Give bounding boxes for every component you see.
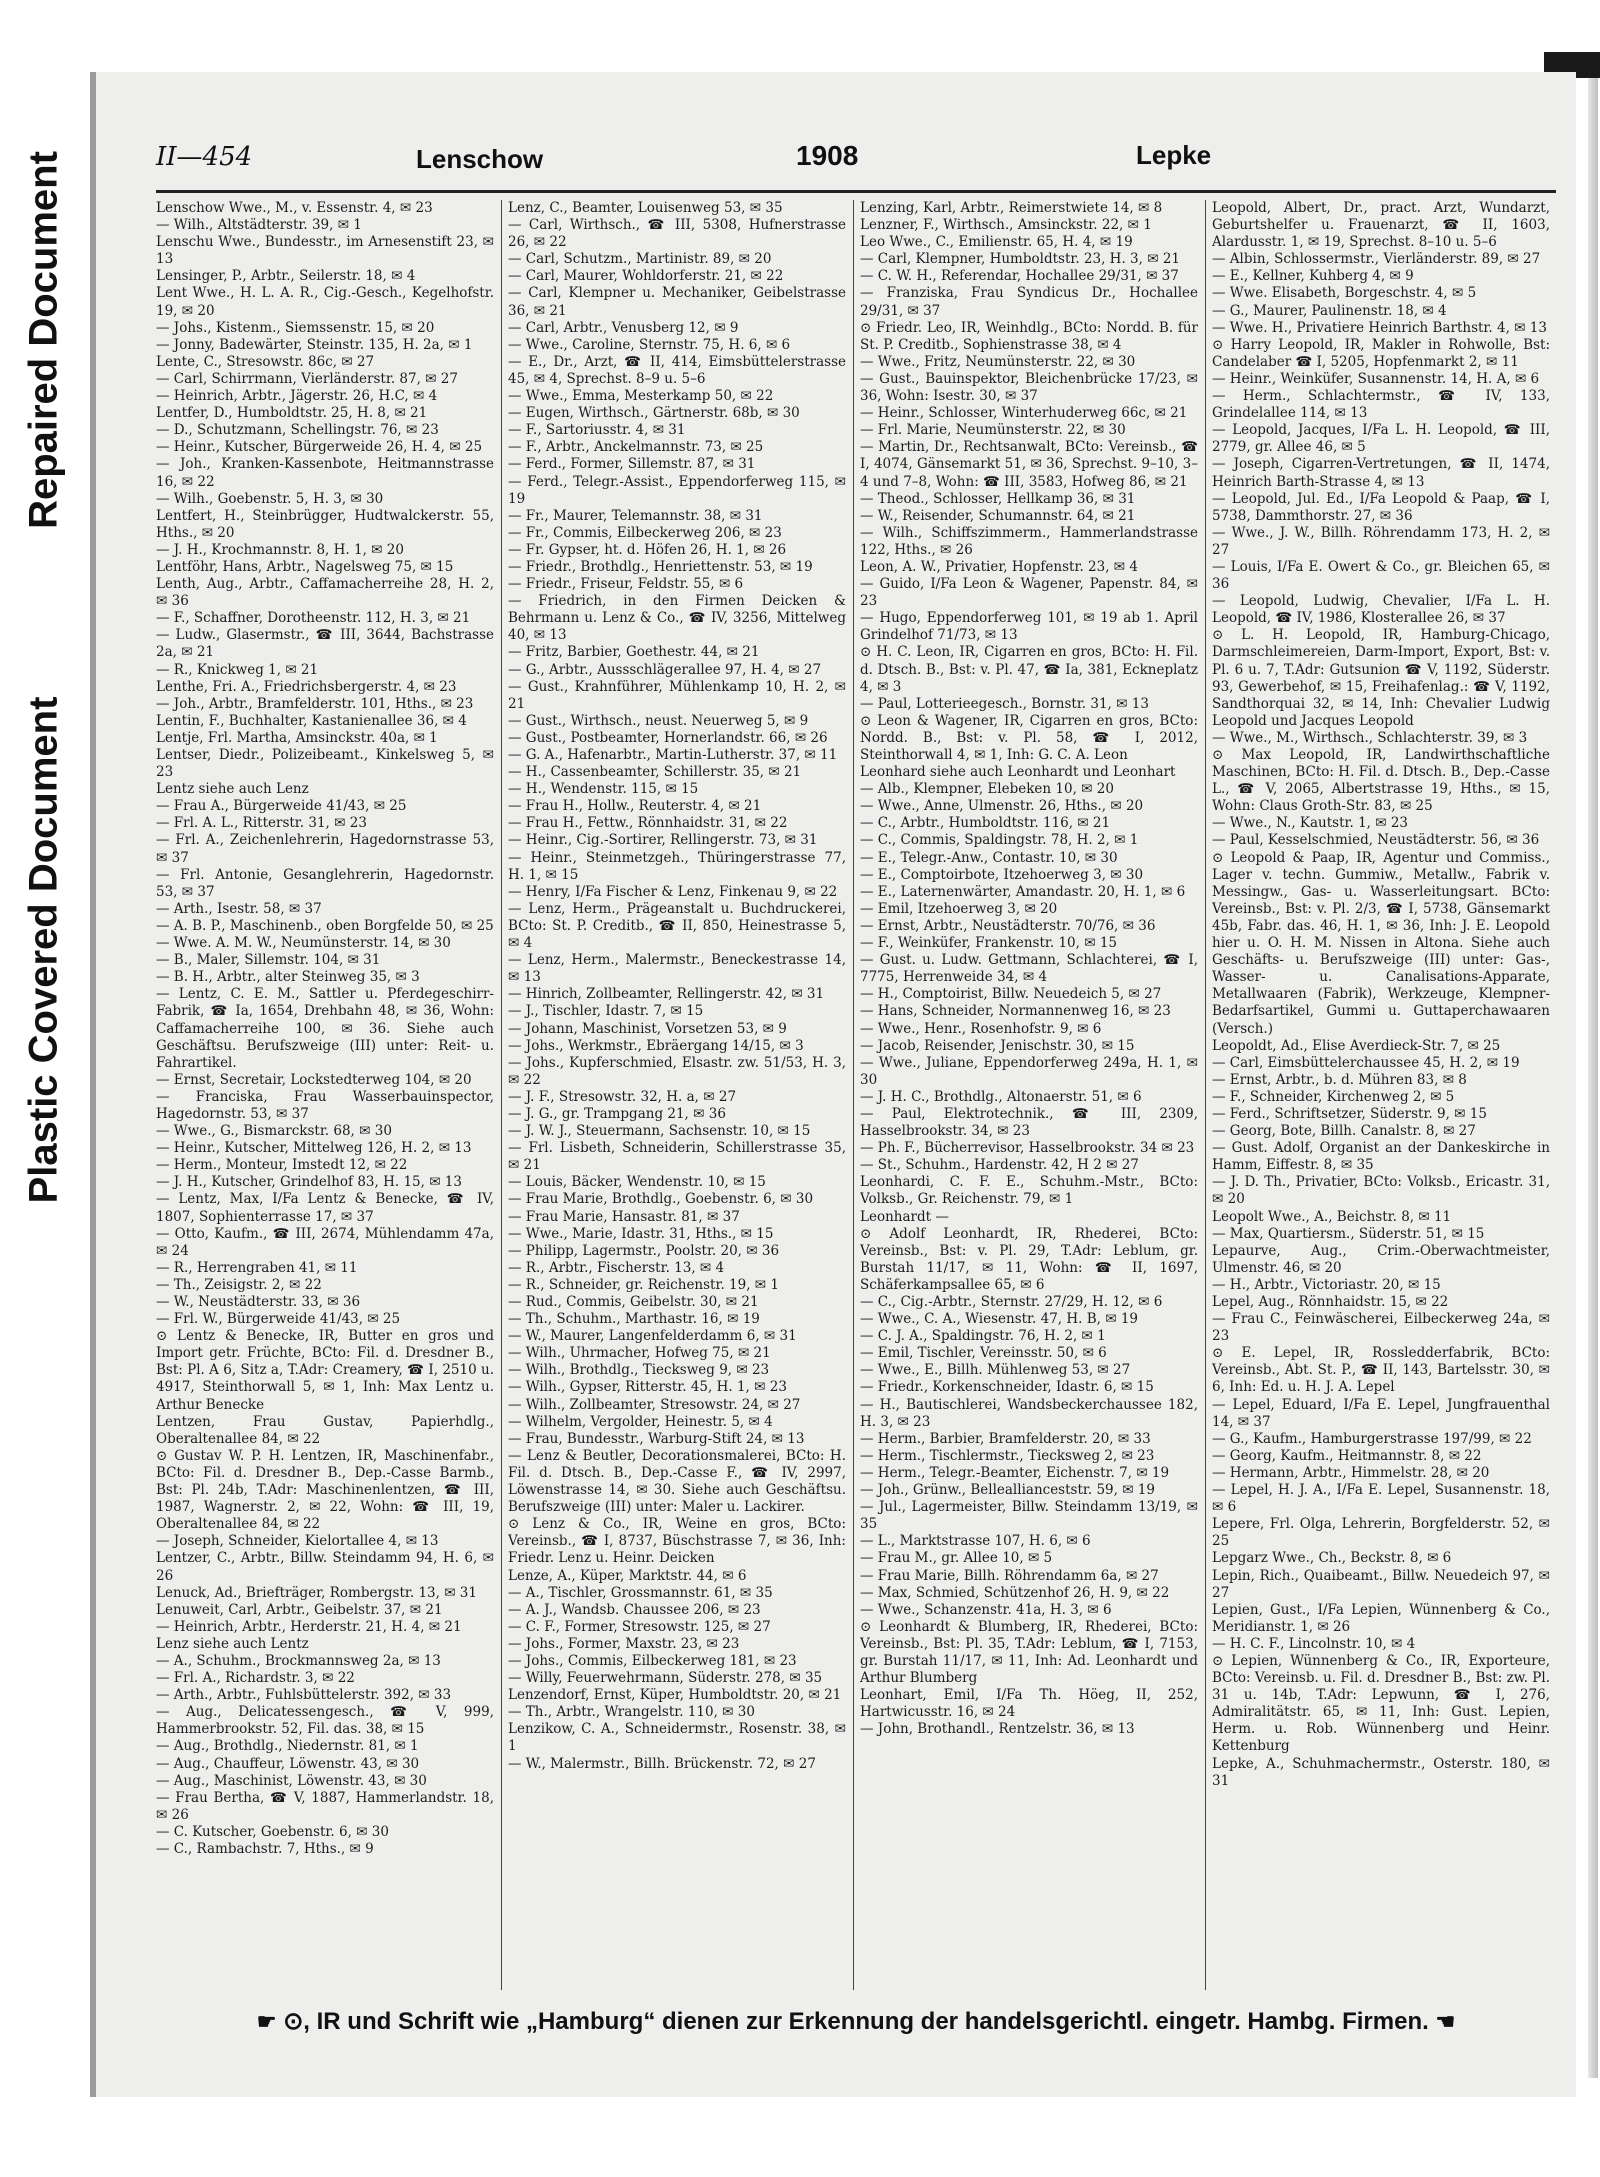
directory-entry: — Henry, I/Fa Fischer & Lenz, Finkenau 9, ✉ 22 <box>508 883 838 900</box>
directory-entry: — Theod., Schlosser, Hellkamp 36, ✉ 31 <box>860 490 1136 507</box>
directory-entry: Lensinger, P., Arbtr., Seilerstr. 18, ✉ 4 <box>156 268 416 285</box>
directory-entry: — G. A., Hafenarbtr., Martin-Lutherstr. 37, ✉ 11 <box>508 747 838 763</box>
directory-entry: — Joseph, Schneider, Kielortallee 4, ✉ 13 <box>156 1533 439 1550</box>
directory-entry: — R., Knickweg 1, ✉ 21 <box>156 661 319 678</box>
directory-entry: — John, Brothandl., Rentzelstr. 36, ✉ 13 <box>860 1721 1135 1738</box>
directory-entry: — Aug., Brothdlg., Niedernstr. 81, ✉ 1 <box>156 1738 419 1755</box>
directory-entry: — L., Marktstrasse 107, H. 6, ✉ 6 <box>860 1533 1091 1550</box>
directory-entry: — D., Schutzmann, Schellingstr. 76, ✉ 23 <box>156 422 439 439</box>
directory-entry: — Frau Bertha, ☎ V, 1887, Hammerlandstr. 18, ✉ 26 <box>156 1789 494 1823</box>
directory-entry: — J. H. C., Brothdlg., Altonaerstr. 51, ✉ 6 <box>860 1088 1142 1105</box>
directory-entry: Lenzikow, C. A., Schneidermstr., Rosenstr. 38, ✉ 1 <box>508 1721 846 1755</box>
directory-entry: — Wwe., Schanzenstr. 41a, H. 3, ✉ 6 <box>860 1601 1112 1618</box>
directory-entry: ⊙ Leonhardt & Blumberg, IR, Rhederei, BCto: Vereinsb., Bst: Pl. 35, T.Adr: Leblum, ☎ I, 7153, gr. Burstah 11/17, ✉ 11, Inh: Ad. Leonhardt und Arthur Blumberg <box>860 1618 1198 1687</box>
directory-entry: — Frau H., Fettw., Rönnhaidstr. 31, ✉ 22 <box>508 815 788 832</box>
directory-entry: ⊙ Lentz & Benecke, IR, Butter en gros und Import getr. Früchte, BCto: Fil. d. Dresdner B., Bst: Pl. A 6, Sitz a, T.Adr: Creamery, ☎ I, 2510 u. 4917, Steinthorwall 5, ✉ 1, Inh: Max Lentz u. Arthur Benecke <box>156 1328 494 1413</box>
directory-entry: — Heinr., Steinmetzgeh., Thüringerstrasse 77, H. 1, ✉ 15 <box>508 849 846 883</box>
directory-entry: Lenschow Wwe., M., v. Essenstr. 4, ✉ 23 <box>156 200 433 216</box>
directory-entry: — Johann, Maschinist, Vorsetzen 53, ✉ 9 <box>508 1020 787 1037</box>
directory-entry: — Fr. Gypser, ht. d. Höfen 26, H. 1, ✉ 26 <box>508 541 787 558</box>
directory-entry: — Frau Marie, Hansastr. 81, ✉ 37 <box>508 1208 740 1225</box>
directory-entry: — Wilh., Altstädterstr. 39, ✉ 1 <box>156 217 362 234</box>
directory-entry: — Hans, Schneider, Normannenweg 16, ✉ 23 <box>860 1003 1171 1020</box>
directory-entry: — Wwe. H., Privatiere Heinrich Barthstr. 4, ✉ 13 <box>1212 319 1547 336</box>
directory-entry: — Frau Marie, Brothdlg., Goebenstr. 6, ✉ 30 <box>508 1191 814 1208</box>
year-heading: 1908 <box>796 140 859 171</box>
directory-entry: — Leopold, Jul. Ed., I/Fa Leopold & Paap, ☎ I, 5738, Dammthorstr. 27, ✉ 36 <box>1212 490 1550 524</box>
directory-entry: Lepere, Frl. Olga, Lehrerin, Borgfelderstr. 52, ✉ 25 <box>1212 1516 1550 1550</box>
directory-entry: — Wilh., Uhrmacher, Hofweg 75, ✉ 21 <box>508 1345 771 1362</box>
directory-entry: — Carl, Schirrmann, Vierländerstr. 87, ✉ 27 <box>156 370 458 387</box>
directory-entry: — Frl. A., Richardstr. 3, ✉ 22 <box>156 1670 355 1687</box>
directory-entry: — Franciska, Frau Wasserbauinspector, Hagedornstr. 53, ✉ 37 <box>156 1088 494 1122</box>
directory-entry: — Willy, Feuerwehrmann, Süderstr. 278, ✉ 35 <box>508 1670 823 1687</box>
directory-entry: — Fr., Commis, Eilbeckerweg 206, ✉ 23 <box>508 524 782 541</box>
directory-entry: Lentzen, Frau Gustav, Papierhdlg., Oberaltenallee 84, ✉ 22 <box>156 1413 494 1447</box>
directory-entry: — Gust., Postbeamter, Hornerlandstr. 66, ✉ 26 <box>508 729 828 746</box>
directory-entry: — Max, Quartiersm., Süderstr. 51, ✉ 15 <box>1212 1225 1485 1242</box>
directory-entry: Lentföhr, Hans, Arbtr., Nagelsweg 75, ✉ 15 <box>156 558 454 575</box>
directory-entry: ⊙ Adolf Leonhardt, IR, Rhederei, BCto: Vereinsb., Bst: v. Pl. 29, T.Adr: Leblum, gr. Burstah 11/17, ✉ 11, Wohn: ☎ II, 1697, Schäferkampsallee 65, ✉ 6 <box>860 1225 1198 1293</box>
directory-entry: — Wilhelm, Vergolder, Heinestr. 5, ✉ 4 <box>508 1413 773 1430</box>
directory-entry: — C. Kutscher, Goebenstr. 6, ✉ 30 <box>156 1823 389 1840</box>
directory-entry: — J. F., Stresowstr. 32, H. a, ✉ 27 <box>508 1088 737 1105</box>
directory-entry: — Paul, Elektrotechnik., ☎ III, 2309, Hasselbrookstr. 34, ✉ 23 <box>860 1105 1198 1140</box>
directory-entry: — Wwe., Juliane, Eppendorferweg 249a, H. 1, ✉ 30 <box>860 1054 1198 1088</box>
directory-entry: — Herm., Schlachtermstr., ☎ IV, 133, Grindelallee 114, ✉ 13 <box>1212 388 1550 422</box>
directory-entry: — E., Laternenwärter, Amandastr. 20, H. 1, ✉ 6 <box>860 883 1186 900</box>
directory-entry: — Johs., Commis, Eilbeckerweg 181, ✉ 23 <box>508 1652 797 1669</box>
directory-entry: — C., Cig.-Arbtr., Sternstr. 27/29, H. 12, ✉ 6 <box>860 1294 1163 1310</box>
directory-entry: Leopolt Wwe., A., Beichstr. 8, ✉ 11 <box>1212 1208 1452 1225</box>
directory-entry: Lenzendorf, Ernst, Küper, Humboldtstr. 20, ✉ 21 <box>508 1687 842 1704</box>
directory-entry: — Guido, I/Fa Leon & Wagener, Papenstr. 84, ✉ 23 <box>860 576 1198 610</box>
footer-note: ⊙, IR und Schrift wie „Hamburg“ dienen zur Erkennung der handelsgerichtl. eingetr. Hambg. Firmen. <box>283 2008 1429 2035</box>
directory-entry: — Wwe., J. W., Billh. Röhrendamm 173, H. 2, ✉ 27 <box>1212 524 1550 558</box>
directory-entry: — Wilh., Brothdlg., Tiecksweg 9, ✉ 23 <box>508 1362 770 1379</box>
directory-entry: Lenz, C., Beamter, Louisenweg 53, ✉ 35 <box>508 200 783 216</box>
directory-entry: — Frau C., Feinwäscherei, Eilbeckerweg 24a, ✉ 23 <box>1212 1311 1550 1345</box>
directory-entry: — W., Malermstr., Billh. Brückenstr. 72, ✉ 27 <box>508 1755 816 1772</box>
plastic-covered-label: Plastic Covered Document <box>21 696 66 1204</box>
directory-entry: — Joseph, Cigarren-Vertretungen, ☎ II, 1474, Heinrich Barth-Strasse 4, ✉ 13 <box>1212 456 1550 490</box>
directory-entry: — Ernst, Arbtr., b. d. Mühren 83, ✉ 8 <box>1212 1071 1467 1088</box>
directory-entry: Leopold, Albert, Dr., pract. Arzt, Wundarzt, Geburtshelfer u. Frauenarzt, ☎ II, 1603, Alardusstr. 1, ✉ 19, Sprechst. 8–10 u. 5–6 <box>1212 200 1550 251</box>
directory-entry: Lenze, A., Küper, Marktstr. 44, ✉ 6 <box>508 1567 747 1584</box>
directory-entry: Leonhardt — <box>860 1208 949 1225</box>
directory-entry: — Carl, Arbtr., Venusberg 12, ✉ 9 <box>508 319 739 336</box>
directory-entry: — W., Reisender, Schumannstr. 64, ✉ 21 <box>860 507 1136 524</box>
directory-entry: — Paul, Kesselschmied, Neustädterstr. 56, ✉ 36 <box>1212 832 1540 849</box>
directory-entry: — Ferd., Telegr.-Assist., Eppendorferweg 115, ✉ 19 <box>508 473 846 507</box>
directory-entry: — J. W. J., Steuermann, Sachsenstr. 10, ✉ 15 <box>508 1123 811 1140</box>
directory-entry: — Joh., Arbtr., Bramfelderstr. 101, Hths., ✉ 23 <box>156 695 474 712</box>
directory-entry: — E., Kellner, Kuhberg 4, ✉ 9 <box>1212 268 1414 285</box>
directory-entry: — A., Schuhm., Brockmannsweg 2a, ✉ 13 <box>156 1652 441 1669</box>
directory-entry: Lentz siehe auch Lenz <box>156 781 309 798</box>
directory-entry: — Gust., Wirthsch., neust. Neuerweg 5, ✉ 9 <box>508 712 809 729</box>
directory-entry: — Herm., Tischlermstr., Tiecksweg 2, ✉ 23 <box>860 1447 1155 1464</box>
directory-entry: Leopoldt, Ad., Elise Averdieck-Str. 7, ✉ 25 <box>1212 1037 1501 1054</box>
directory-entry: — Johs., Werkmstr., Ebräergang 14/15, ✉ 3 <box>508 1037 804 1054</box>
directory-entry: Lepke, A., Schuhmachermstr., Osterstr. 180, ✉ 31 <box>1212 1755 1550 1789</box>
directory-entry: — Louis, I/Fa E. Owert & Co., gr. Bleichen 65, ✉ 36 <box>1212 558 1550 593</box>
directory-entry: Lepien, Gust., I/Fa Lepien, Wünnenberg & Co., Meridianstr. 1, ✉ 26 <box>1212 1601 1550 1635</box>
directory-entry: Lentser, Diedr., Polizeibeamt., Kinkelsweg 5, ✉ 23 <box>156 747 494 781</box>
directory-entry: — H. C. F., Lincolnstr. 10, ✉ 4 <box>1212 1635 1416 1652</box>
directory-entry: — Herm., Telegr.-Beamter, Eichenstr. 7, ✉ 19 <box>860 1464 1170 1481</box>
directory-entry: Lenschu Wwe., Bundesstr., im Arnesenstift 23, ✉ 13 <box>156 234 494 268</box>
directory-entry: — C., Commis, Spaldingstr. 78, H. 2, ✉ 1 <box>860 832 1139 849</box>
directory-entry: — Heinrich, Arbtr., Jägerstr. 26, H.C, ✉ 4 <box>156 388 438 405</box>
directory-entry: Leonhart, Emil, I/Fa Th. Höeg, II, 252, Hartwicusstr. 16, ✉ 24 <box>860 1687 1198 1721</box>
directory-entry: — Gust., Krahnführer, Mühlenkamp 10, H. 2, ✉ 21 <box>508 678 846 712</box>
directory-entry: ⊙ Lepien, Wünnenberg & Co., IR, Exporteure, BCto: Vereinsb. u. Fil. d. Dresdner B., Bst: zw. Pl. 31 u. 14b, T.Adr: Lepwunn, ☎ I, 276, Admiralitätstr. 65, ✉ 11, Inh: Gust. Lepien, Herm. u. Rob. Wünnenberg und Heinr. Kettenburg <box>1212 1652 1550 1755</box>
directory-entry: — Frl. Antonie, Gesanglehrerin, Hagedornstr. 53, ✉ 37 <box>156 866 494 900</box>
directory-entry: Lentzer, C., Arbtr., Billw. Steindamm 94, H. 6, ✉ 26 <box>156 1550 494 1584</box>
directory-entry: — Gust. u. Ludw. Gettmann, Schlachterei, ☎ I, 7775, Herrenweide 34, ✉ 4 <box>860 952 1198 986</box>
directory-entry: — Georg, Kaufm., Heitmannstr. 8, ✉ 22 <box>1212 1447 1482 1464</box>
column-divider <box>501 200 502 1990</box>
directory-entry: — Joh., Kranken-Kassenbote, Heitmannstrasse 16, ✉ 22 <box>156 456 494 490</box>
column-divider <box>1205 200 1206 1990</box>
directory-entry: — J. H., Krochmannstr. 8, H. 1, ✉ 20 <box>156 541 404 558</box>
directory-entry: — Th., Arbtr., Wrangelstr. 110, ✉ 30 <box>508 1704 755 1721</box>
directory-entry: — E., Comptoirbote, Itzehoerweg 3, ✉ 30 <box>860 866 1144 883</box>
directory-entry: — A. B. P., Maschinenb., oben Borgfelde 50, ✉ 25 <box>156 917 494 934</box>
directory-entry: Lepel, Aug., Rönnhaidstr. 15, ✉ 22 <box>1212 1294 1449 1310</box>
scan-edge-shadow <box>1588 78 1598 2078</box>
directory-entry: — Aug., Chauffeur, Löwenstr. 43, ✉ 30 <box>156 1755 420 1772</box>
directory-entry: — Wwe. Elisabeth, Borgeschstr. 4, ✉ 5 <box>1212 285 1477 302</box>
directory-entry: — Friedrich, in den Firmen Deicken & Behrmann u. Lenz & Co., ☎ IV, 3256, Mittelweg 40, ✉ 13 <box>508 593 846 644</box>
directory-entry: ⊙ Friedr. Leo, IR, Weinhdlg., BCto: Nordd. B. für St. P. Creditb., Sophienstrasse 38, ✉ 4 <box>860 319 1198 353</box>
directory-entry: Lente, C., Stresowstr. 86c, ✉ 27 <box>156 353 375 370</box>
directory-entry: — Lepel, H. J. A., I/Fa E. Lepel, Susannenstr. 18, ✉ 6 <box>1212 1482 1550 1516</box>
directory-entry: ⊙ L. H. Leopold, IR, Hamburg-Chicago, Darmschleimereien, Darm-Import, Export, Bst: v. Pl. 6 u. 7, T.Adr: Gutsunion ☎ V, 1192, Süderstr. 93, Gewerbehof, ✉ 15, Freihafenlag.: ☎ V, 1192, Sandthorquai 32, ✉ 14, Inh: Chevalier Ludwig Leopold und Jacques Leopold <box>1212 627 1550 729</box>
directory-entry: — C. J. A., Spaldingstr. 76, H. 2, ✉ 1 <box>860 1328 1106 1345</box>
directory-entry: Lepgarz Wwe., Ch., Beckstr. 8, ✉ 6 <box>1212 1550 1452 1567</box>
directory-entry: — Lenz, Herm., Malermstr., Beneckestrasse 14, ✉ 13 <box>508 952 846 986</box>
directory-entry: — Wilh., Zollbeamter, Stresowstr. 24, ✉ 27 <box>508 1396 801 1413</box>
right-running-head: Lepke <box>1136 140 1212 170</box>
directory-entry: — Carl, Klempner u. Mechaniker, Geibelstrasse 36, ✉ 21 <box>508 285 846 319</box>
directory-entry: — Carl, Maurer, Wohldorferstr. 21, ✉ 22 <box>508 268 784 285</box>
directory-entry: — Fritz, Barbier, Goethestr. 44, ✉ 21 <box>508 644 760 661</box>
directory-entry: — Martin, Dr., Rechtsanwalt, BCto: Vereinsb., ☎ I, 4074, Gänsemarkt 51, ✉ 36, Sprechst. 9–10, 3–4 und 7–8, Wohn: ☎ III, 3583, Hofweg 86, ✉ 21 <box>860 439 1198 490</box>
directory-entry: ⊙ E. Lepel, IR, Rossledderfabrik, BCto: Vereinsb., Abt. St. P., ☎ II, 143, Bartelsstr. 30, ✉ 6, Inh: Ed. u. H. J. A. Lepel <box>1212 1345 1550 1396</box>
directory-entry: — Hugo, Eppendorferweg 101, ✉ 19 ab 1. April Grindelhof 71/73, ✉ 13 <box>860 610 1198 644</box>
directory-entry: — G., Kaufm., Hamburgerstrasse 197/99, ✉ 22 <box>1212 1430 1532 1447</box>
directory-entry: Lentje, Frl. Martha, Amsinckstr. 40a, ✉ 1 <box>156 729 438 746</box>
directory-entry: — Th., Zeisigstr. 2, ✉ 22 <box>156 1276 322 1293</box>
directory-entry: — Ludw., Glasermstr., ☎ III, 3644, Bachstrasse 2a, ✉ 21 <box>156 627 494 661</box>
directory-entry: — Alb., Klempner, Elebeken 10, ✉ 20 <box>860 781 1114 798</box>
directory-entry: — Hermann, Arbtr., Himmelstr. 28, ✉ 20 <box>1212 1464 1490 1481</box>
directory-entry: — H., Wendenstr. 115, ✉ 15 <box>508 781 699 798</box>
directory-entry: ⊙ Harry Leopold, IR, Makler in Rohwolle, Bst: Candelaber ☎ I, 5205, Hopfenmarkt 2, ✉ 11 <box>1212 336 1550 370</box>
directory-entry: — Heinrich, Arbtr., Herderstr. 21, H. 4, ✉ 21 <box>156 1618 462 1635</box>
directory-entry: — Ernst, Secretair, Lockstedterweg 104, ✉ 20 <box>156 1071 472 1088</box>
directory-entry: — Albin, Schlossermstr., Vierländerstr. 89, ✉ 27 <box>1212 251 1541 268</box>
left-running-head: Lenschow <box>416 144 544 174</box>
directory-entry: — R., Schneider, gr. Reichenstr. 19, ✉ 1 <box>508 1276 779 1293</box>
directory-page <box>90 72 1576 2097</box>
directory-entry: — Lentz, C. E. M., Sattler u. Pferdegeschirr-Fabrik, ☎ Ia, 1654, Drehbahn 48, ✉ 36, Wohn: Caffamacherreihe 100, ✉ 36. Siehe auch Geschäftsu. Berufszweige (III) unter: Reit- u. Fahrartikel. <box>156 986 494 1071</box>
directory-entry: — Philipp, Lagermstr., Poolstr. 20, ✉ 36 <box>508 1242 780 1259</box>
directory-entry: — Ernst, Arbtr., Neustädterstr. 70/76, ✉ 36 <box>860 917 1156 934</box>
directory-entry: — Wilh., Goebenstr. 5, H. 3, ✉ 30 <box>156 490 384 507</box>
directory-entry: — F., Schaffner, Dorotheenstr. 112, H. 3, ✉ 21 <box>156 610 471 627</box>
side-labels <box>0 0 88 2177</box>
directory-entry: — F., Weinküfer, Frankenstr. 10, ✉ 15 <box>860 935 1117 952</box>
directory-entry: — Johs., Kupferschmied, Elsastr. zw. 51/53, H. 3, ✉ 22 <box>508 1054 846 1088</box>
directory-entry: — Lepel, Eduard, I/Fa E. Lepel, Jungfrauenthal 14, ✉ 37 <box>1212 1396 1550 1430</box>
directory-entry: — Th., Schuhm., Marthastr. 16, ✉ 19 <box>508 1311 760 1328</box>
directory-entry: — Wwe., M., Wirthsch., Schlachterstr. 39, ✉ 3 <box>1212 729 1528 746</box>
directory-entry: — Heinr., Cig.-Sortirer, Rellingerstr. 73, ✉ 31 <box>508 832 818 849</box>
directory-entry: — Wwe., G., Bismarckstr. 68, ✉ 30 <box>156 1123 392 1140</box>
header-rule <box>156 190 1556 193</box>
directory-entry: Leo Wwe., C., Emilienstr. 65, H. 4, ✉ 19 <box>860 234 1133 251</box>
directory-entry: ⊙ Gustav W. P. H. Lentzen, IR, Maschinenfabr., BCto: Fil. d. Dresdner B., Dep.-Casse Barmb., Bst: Pl. 24b, T.Adr: Maschinenlentzen, ☎ III, 1987, Wagnerstr. 2, ✉ 22, Wohn: ☎ III, 19, Oberaltenallee 84, ✉ 22 <box>156 1447 494 1533</box>
directory-entry: — F., Arbtr., Anckelmannstr. 73, ✉ 25 <box>508 439 764 456</box>
directory-entry: — Franziska, Frau Syndicus Dr., Hochallee 29/31, ✉ 37 <box>860 285 1198 319</box>
directory-entry: — Emil, Tischler, Vereinsstr. 50, ✉ 6 <box>860 1345 1107 1362</box>
directory-entry: — Johs., Former, Maxstr. 23, ✉ 23 <box>508 1635 740 1652</box>
directory-entry: — Joh., Grünw., Belleallianceststr. 59, ✉ 19 <box>860 1482 1155 1499</box>
directory-entry: — R., Herrengraben 41, ✉ 11 <box>156 1259 358 1276</box>
directory-entry: — Wwe., Caroline, Sternstr. 75, H. 6, ✉ 6 <box>508 336 791 353</box>
directory-entry: Lenthe, Fri. A., Friedrichsbergerstr. 4, ✉ 23 <box>156 678 457 695</box>
directory-entry: — Lenz, Herm., Prägeanstalt u. Buchdruckerei, BCto: St. P. Creditb., ☎ II, 850, Heinestrasse 5, ✉ 4 <box>508 900 846 952</box>
directory-entry: Leonhardi, C. F. E., Schuhm.-Mstr., BCto: Volksb., Gr. Reichenstr. 79, ✉ 1 <box>860 1174 1198 1208</box>
directory-entry: — Jul., Lagermeister, Billw. Steindamm 13/19, ✉ 35 <box>860 1499 1198 1533</box>
directory-entry: Lepaurve, Aug., Crim.-Oberwachtmeister, Ulmenstr. 46, ✉ 20 <box>1212 1242 1550 1276</box>
directory-entry: — E., Dr., Arzt, ☎ II, 414, Eimsbüttelerstrasse 45, ✉ 4, Sprechst. 8–9 u. 5–6 <box>508 353 846 387</box>
directory-entry: — Wwe., Marie, Idastr. 31, Hths., ✉ 15 <box>508 1225 774 1242</box>
page-header <box>156 132 1556 188</box>
directory-entry: — C. W. H., Referendar, Hochallee 29/31, ✉ 37 <box>860 268 1179 285</box>
repaired-document-label: Repaired Document <box>21 151 66 529</box>
directory-entry: Lenuck, Ad., Briefträger, Rombergstr. 13, ✉ 31 <box>156 1584 477 1601</box>
directory-entry: — Heinr., Kutscher, Mittelweg 126, H. 2, ✉ 13 <box>156 1140 472 1157</box>
directory-entry: — H., Comptoirist, Billw. Neuedeich 5, ✉ 27 <box>860 986 1162 1003</box>
directory-entry: — Frl. Marie, Neumünsterstr. 22, ✉ 30 <box>860 422 1126 439</box>
directory-entry: — F., Schneider, Kirchenweg 2, ✉ 5 <box>1212 1088 1455 1105</box>
directory-entry: — Paul, Lotterieegesch., Bornstr. 31, ✉ 13 <box>860 695 1149 712</box>
directory-entry: — Arth., Arbtr., Fuhlsbüttelerstr. 392, ✉ 33 <box>156 1687 452 1704</box>
directory-entry: Lenz siehe auch Lentz <box>156 1635 309 1652</box>
directory-entry: — Ferd., Former, Sillemstr. 87, ✉ 31 <box>508 456 756 473</box>
directory-entry: — Johs., Kistenm., Siemssenstr. 15, ✉ 20 <box>156 319 435 336</box>
directory-entry: — Herm., Barbier, Bramfelderstr. 20, ✉ 33 <box>860 1430 1151 1447</box>
directory-entry: Leon, A. W., Privatier, Hopfenstr. 23, ✉ 4 <box>860 558 1138 575</box>
directory-entry: — Friedr., Brothdlg., Henriettenstr. 53, ✉ 19 <box>508 558 813 575</box>
directory-entry: — A., Tischler, Grossmannstr. 61, ✉ 35 <box>508 1584 773 1601</box>
directory-entry: — Lentz, Max, I/Fa Lentz & Benecke, ☎ IV, 1807, Sophienterrasse 17, ✉ 37 <box>156 1191 494 1225</box>
directory-entry: — Frl. W., Bürgerweide 41/43, ✉ 25 <box>156 1311 401 1328</box>
directory-entry: — Gust., Bauinspektor, Bleichenbrücke 17/23, ✉ 36, Wohn: Isestr. 30, ✉ 37 <box>860 370 1198 405</box>
directory-entry: — Arth., Isestr. 58, ✉ 37 <box>156 900 322 917</box>
directory-entry: — W., Maurer, Langenfelderdamm 6, ✉ 31 <box>508 1328 797 1345</box>
directory-entry: — Rud., Commis, Geibelstr. 30, ✉ 21 <box>508 1294 759 1310</box>
directory-entry: — Jonny, Badewärter, Steinstr. 135, H. 2a, ✉ 1 <box>156 336 473 353</box>
directory-entry: — Lenz & Beutler, Decorationsmalerei, BCto: H. Fil. d. Dtsch. B., Dep.-Casse F., ☎ IV, 2997, Löwenstrasse 14, ✉ 30. Siehe auch Geschäftsu. Berufszweige (III) unter: Maler u. Lackirer. <box>508 1447 846 1516</box>
directory-entry: — Heinr., Weinküfer, Susannenstr. 14, H. A, ✉ 6 <box>1212 370 1540 387</box>
pointing-hand-icon: ☛ <box>256 2009 277 2034</box>
directory-entry: — Leopold, Ludwig, Chevalier, I/Fa L. H. Leopold, ☎ IV, 1986, Klosterallee 26, ✉ 37 <box>1212 593 1550 627</box>
directory-entry: — H., Cassenbeamter, Schillerstr. 35, ✉ 21 <box>508 764 802 781</box>
directory-entry: — Frau Marie, Billh. Röhrendamm 6a, ✉ 27 <box>860 1567 1159 1584</box>
directory-entry: — Gust. Adolf, Organist an der Dankeskirche in Hamm, Eiffestr. 8, ✉ 35 <box>1212 1140 1550 1174</box>
directory-entry: — Louis, Bäcker, Wendenstr. 10, ✉ 15 <box>508 1174 766 1191</box>
directory-entry: — W., Neustädterstr. 33, ✉ 36 <box>156 1294 361 1310</box>
directory-entry: — Wilh., Gypser, Ritterstr. 45, H. 1, ✉ 23 <box>508 1379 787 1396</box>
page-number: II—454 <box>156 142 253 172</box>
column-4 <box>1212 200 1550 1990</box>
directory-entry: — Frl. A., Zeichenlehrerin, Hagedornstrasse 53, ✉ 37 <box>156 832 494 866</box>
pointing-hand-icon: ☚ <box>1435 2009 1456 2034</box>
directory-entry: — Frl. A. L., Ritterstr. 31, ✉ 23 <box>156 815 367 832</box>
directory-entry: — Jacob, Reisender, Jenischstr. 30, ✉ 15 <box>860 1037 1135 1054</box>
directory-entry: ⊙ Leopold & Paap, IR, Agentur und Commiss., Lager v. techn. Gummiw., Metallw., Fabrik v. Messingw., Gas- u. Wasserleitungsart. BCto: Vereinsb., Bst: v. Pl. 2/3, ☎ I, 5738, Gänsemarkt 45b, Fabr. das. 46, H. 1, ✉ 36, Inh: J. E. Leopold hier u. O. H. M. Nissen in Altona. Siehe auch Geschäfts- u. Berufszweige (III) unter: Gas-, Wasser- u. Canalisations-Apparate, Metallwaaren (Fabrik), Werkzeuge, Klempner-Bedarfsartikel, Gummi u. Guttaperchawaaren (Versch.) <box>1212 849 1550 1037</box>
column-1 <box>156 200 494 1990</box>
directory-entry: — Heinr., Kutscher, Bürgerweide 26, H. 4, ✉ 25 <box>156 439 483 456</box>
directory-entry: — J. G., gr. Trampgang 21, ✉ 36 <box>508 1105 726 1122</box>
directory-entry: — Wwe., E., Billh. Mühlenweg 53, ✉ 27 <box>860 1362 1131 1379</box>
directory-entry: — A. J., Wandsb. Chaussee 206, ✉ 23 <box>508 1601 761 1618</box>
column-2 <box>508 200 846 1990</box>
directory-entry: — Wwe., N., Kautstr. 1, ✉ 23 <box>1212 815 1409 832</box>
directory-entry: — Wwe., Fritz, Neumünsterstr. 22, ✉ 30 <box>860 353 1136 370</box>
directory-entry: Lenth, Aug., Arbtr., Caffamacherreihe 28, H. 2, ✉ 36 <box>156 576 494 610</box>
directory-entry: — Carl, Wirthsch., ☎ III, 5308, Hufnerstrasse 26, ✉ 22 <box>508 217 846 251</box>
directory-entry: — Wwe., Emma, Mesterkamp 50, ✉ 22 <box>508 388 774 405</box>
directory-entry: — Heinr., Schlosser, Winterhuderweg 66c, ✉ 21 <box>860 405 1188 422</box>
directory-entry: — E., Telegr.-Anw., Contastr. 10, ✉ 30 <box>860 849 1118 866</box>
directory-entry: — Frl. Lisbeth, Schneiderin, Schillerstrasse 35, ✉ 21 <box>508 1140 846 1174</box>
directory-entry: ⊙ Lenz & Co., IR, Weine en gros, BCto: Vereinsb., ☎ I, 8737, Büschstrasse 7, ✉ 36, Inh: Friedr. Lenz u. Heinr. Deicken <box>508 1516 846 1567</box>
directory-entry: Lentin, F., Buchhalter, Kastanienallee 36, ✉ 4 <box>156 712 467 729</box>
directory-entry: — R., Arbtr., Fischerstr. 13, ✉ 4 <box>508 1259 725 1276</box>
directory-entry: — St., Schuhm., Hardenstr. 42, H 2 ✉ 27 <box>860 1157 1139 1174</box>
directory-entry: — Carl, Klempner, Humboldtstr. 23, H. 3, ✉ 21 <box>860 251 1180 268</box>
directory-entry: — G., Arbtr., Aussschlägerallee 97, H. 4, ✉ 27 <box>508 661 822 678</box>
directory-entry: — Carl, Schutzm., Martinistr. 89, ✉ 20 <box>508 251 772 268</box>
directory-entry: — Frau M., gr. Allee 10, ✉ 5 <box>860 1550 1053 1567</box>
directory-entry: ⊙ Leon & Wagener, IR, Cigarren en gros, BCto: Nordd. B., Bst: v. Pl. 58, ☎ I, 2012, Steinthorwall 4, ✉ 1, Inh: G. C. A. Leon <box>860 712 1198 763</box>
directory-entry: — Aug., Maschinist, Löwenstr. 43, ✉ 30 <box>156 1772 427 1789</box>
directory-entry: — Ferd., Schriftsetzer, Süderstr. 9, ✉ 15 <box>1212 1105 1487 1122</box>
directory-entry: Lenzing, Karl, Arbtr., Reimerstwiete 14, ✉ 8 <box>860 200 1163 216</box>
directory-entry: Lenuweit, Carl, Arbtr., Geibelstr. 37, ✉ 21 <box>156 1601 443 1618</box>
directory-entry: — Wilh., Schiffszimmerm., Hammerlandstrasse 122, Hths., ✉ 26 <box>860 524 1198 558</box>
directory-entry: — Hinrich, Zollbeamter, Rellingerstr. 42, ✉ 31 <box>508 986 825 1003</box>
directory-entry: — B., Maler, Sillemstr. 104, ✉ 31 <box>156 952 381 969</box>
directory-entry: — C., Arbtr., Humboldtstr. 116, ✉ 21 <box>860 815 1111 832</box>
directory-entry: ⊙ H. C. Leon, IR, Cigarren en gros, BCto: H. Fil. d. Dtsch. B., Bst: v. Pl. 47, ☎ Ia, 381, Eckneplatz 4, ✉ 3 <box>860 644 1198 695</box>
directory-entry: — H., Bautischlerei, Wandsbeckerchaussee 182, H. 3, ✉ 23 <box>860 1396 1198 1430</box>
directory-entry: Lenzner, F., Wirthsch., Amsinckstr. 22, ✉ 1 <box>860 217 1152 234</box>
directory-entry: — Leopold, Jacques, I/Fa L. H. Leopold, ☎ III, 2779, gr. Allee 46, ✉ 5 <box>1212 422 1550 456</box>
directory-entry: — C. F., Former, Stresowstr. 125, ✉ 27 <box>508 1618 771 1635</box>
directory-entry: — Georg, Bote, Billh. Canalstr. 8, ✉ 27 <box>1212 1123 1476 1140</box>
directory-entry: — Carl, Eimsbüttelerchaussee 45, H. 2, ✉ 19 <box>1212 1054 1520 1071</box>
directory-entry: Lentfer, D., Humboldtstr. 25, H. 8, ✉ 21 <box>156 405 428 422</box>
directory-entry: Lent Wwe., H. L. A. R., Cig.-Gesch., Kegelhofstr. 19, ✉ 20 <box>156 285 494 319</box>
page-footer <box>156 2007 1556 2041</box>
directory-entry: — J., Tischler, Idastr. 7, ✉ 15 <box>508 1003 704 1020</box>
directory-entry: — J. D. Th., Privatier, BCto: Volksb., Ericastr. 31, ✉ 20 <box>1212 1174 1550 1208</box>
directory-entry: Lepin, Rich., Quaibeamt., Billw. Neuedeich 97, ✉ 27 <box>1212 1567 1550 1601</box>
directory-entry: — Frau A., Bürgerweide 41/43, ✉ 25 <box>156 798 407 815</box>
directory-columns <box>156 200 1564 1990</box>
directory-entry: — Herm., Monteur, Imstedt 12, ✉ 22 <box>156 1157 408 1174</box>
directory-entry: — Max, Schmied, Schützenhof 26, H. 9, ✉ 22 <box>860 1584 1170 1601</box>
directory-entry: — C., Rambachstr. 7, Hths., ✉ 9 <box>156 1841 374 1857</box>
directory-entry: — Ph. F., Bücherrevisor, Hasselbrookstr. 34 ✉ 23 <box>860 1140 1195 1157</box>
directory-entry: — Fr., Maurer, Telemannstr. 38, ✉ 31 <box>508 507 763 524</box>
directory-entry: ⊙ Max Leopold, IR, Landwirthschaftliche Maschinen, BCto: H. Fil. d. Dtsch. B., Dep.-Casse L., ☎ V, 2065, Albertstrasse 19, Hths., ✉ 15, Wohn: Claus Groth-Str. 83, ✉ 25 <box>1212 747 1550 815</box>
directory-entry: — Aug., Delicatessengesch., ☎ V, 999, Hammerbrookstr. 52, Fil. das. 38, ✉ 15 <box>156 1704 494 1738</box>
directory-entry: — Wwe. A. M. W., Neumünsterstr. 14, ✉ 30 <box>156 935 451 952</box>
directory-entry: — H., Arbtr., Victoriastr. 20, ✉ 15 <box>1212 1276 1441 1293</box>
directory-entry: — Frau, Bundesstr., Warburg-Stift 24, ✉ 13 <box>508 1430 805 1447</box>
directory-entry: Leonhard siehe auch Leonhardt und Leonhart <box>860 764 1176 781</box>
directory-entry: — B. H., Arbtr., alter Steinweg 35, ✉ 3 <box>156 969 420 986</box>
directory-entry: Lentfert, H., Steinbrügger, Hudtwalckerstr. 55, Hths., ✉ 20 <box>156 507 494 541</box>
column-divider <box>853 200 854 1990</box>
directory-entry: — G., Maurer, Paulinenstr. 18, ✉ 4 <box>1212 302 1447 319</box>
directory-entry: — Friedr., Friseur, Feldstr. 55, ✉ 6 <box>508 576 744 593</box>
directory-entry: — Frau H., Hollw., Reuterstr. 4, ✉ 21 <box>508 798 762 815</box>
directory-entry: — Emil, Itzehoerweg 3, ✉ 20 <box>860 900 1058 917</box>
directory-entry: — Friedr., Korkenschneider, Idastr. 6, ✉ 15 <box>860 1379 1154 1396</box>
directory-entry: — J. H., Kutscher, Grindelhof 83, H. 15, ✉ 13 <box>156 1174 462 1191</box>
directory-entry: — Eugen, Wirthsch., Gärtnerstr. 68b, ✉ 30 <box>508 405 800 422</box>
directory-entry: — Otto, Kaufm., ☎ III, 2674, Mühlendamm 47a, ✉ 24 <box>156 1225 494 1259</box>
directory-entry: — Wwe., Henr., Rosenhofstr. 9, ✉ 6 <box>860 1020 1102 1037</box>
directory-entry: — F., Sartoriusstr. 4, ✉ 31 <box>508 422 686 439</box>
directory-entry: — Wwe., Anne, Ulmenstr. 26, Hths., ✉ 20 <box>860 798 1144 815</box>
column-3 <box>860 200 1198 1990</box>
directory-entry: — Wwe., C. A., Wiesenstr. 47, H. B, ✉ 19 <box>860 1311 1139 1328</box>
